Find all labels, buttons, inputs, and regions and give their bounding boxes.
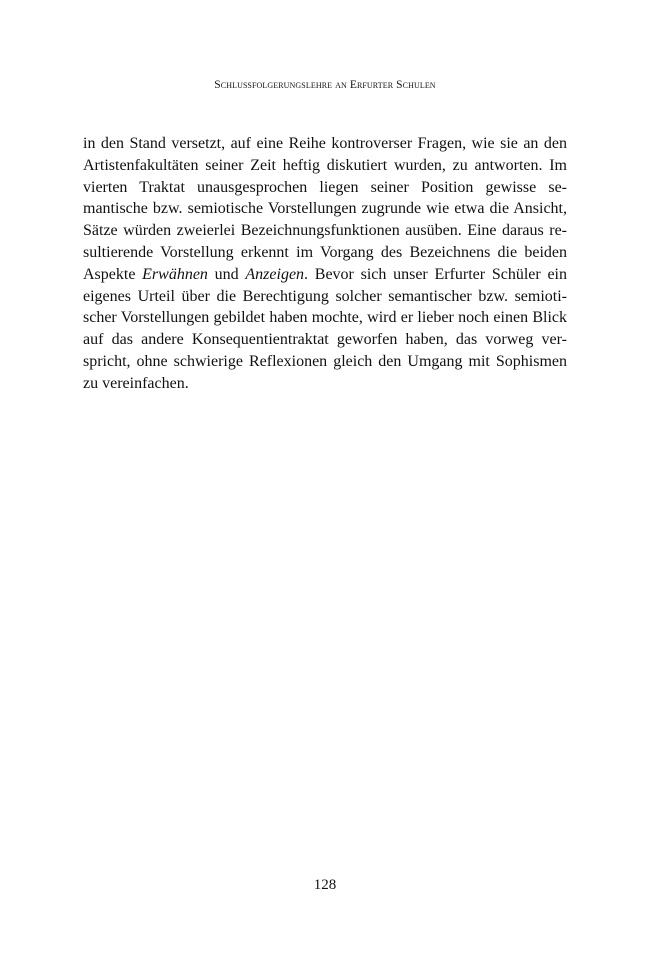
emphasized-term: Erwähnen: [142, 265, 208, 283]
text-line: [83, 242, 567, 264]
text-segment: eigenes Urteil über die Berechtigung solcher semantischer bzw. semioti-: [83, 287, 567, 305]
text-segment: vierten Traktat unausgesprochen liegen seiner Position gewisse se-: [83, 178, 567, 196]
text-line: [83, 155, 567, 177]
text-segment: mantische bzw. semiotische Vorstellungen zugrunde wie etwa die Ansicht,: [83, 200, 567, 218]
text-line: [83, 373, 567, 395]
text-line: [83, 329, 567, 351]
page-number: 128: [313, 877, 337, 893]
text-segment: sultierende Vorstellung erkennt im Vorgang des Bezeichnens die beiden: [83, 243, 567, 261]
text-line: [83, 264, 567, 286]
text-line: [83, 220, 567, 242]
text-line: [83, 177, 567, 199]
text-segment: auf das andere Konsequentientraktat geworfen haben, das vorweg ver-: [83, 331, 567, 349]
text-line: [83, 307, 567, 329]
emphasized-term: Anzeigen: [245, 265, 305, 283]
text-segment: Aspekte: [83, 265, 143, 283]
text-line: [83, 351, 567, 373]
text-segment: . Bevor sich unser Erfurter Schüler ein: [304, 265, 567, 283]
text-segment: Sätze würden zweierlei Bezeichnungsfunktionen ausüben. Eine daraus re-: [83, 222, 567, 240]
text-segment: spricht, ohne schwierige Reflexionen gleich den Umgang mit Sophismen: [83, 352, 567, 370]
text-line: [83, 133, 567, 155]
text-segment: zu vereinfachen.: [83, 374, 189, 392]
text-line: [83, 198, 567, 220]
running-header: Schlußfolgerungslehre an Erfurter Schulen: [214, 79, 436, 91]
text-segment: in den Stand versetzt, auf eine Reihe kontroverser Fragen, wie sie an den: [83, 135, 567, 152]
body-paragraph: [83, 133, 567, 395]
text-segment: Artistenfakultäten seiner Zeit heftig diskutiert wurden, zu antworten. Im: [83, 156, 567, 174]
text-segment: und: [207, 265, 246, 283]
text-line: [83, 286, 567, 308]
text-segment: scher Vorstellungen gebildet haben mochte, wird er lieber noch einen Blick: [83, 309, 567, 327]
